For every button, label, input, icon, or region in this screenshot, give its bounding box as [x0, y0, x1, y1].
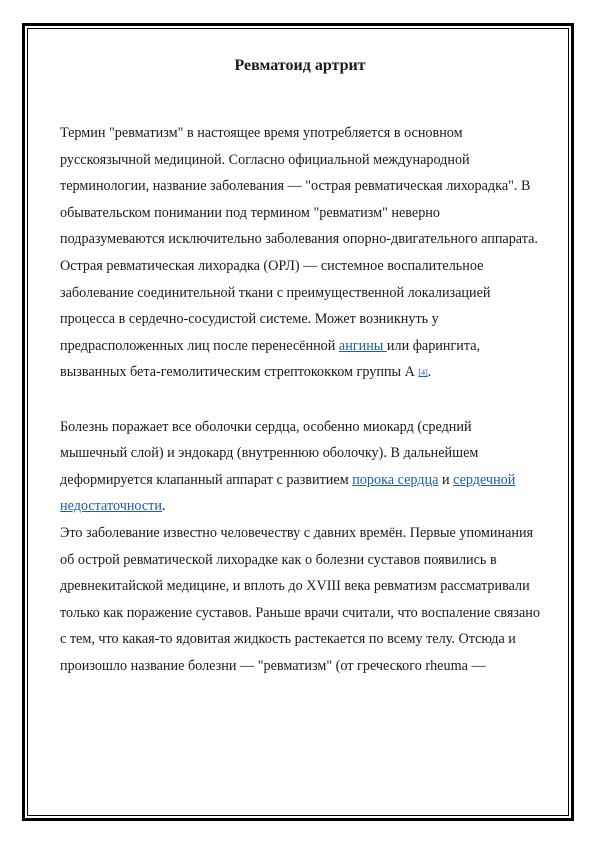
paragraph-heart-damage: [60, 414, 540, 520]
paragraph-rheumatism-term: [60, 120, 540, 253]
paragraph-text: Это заболевание известно человечеству с давних времён. Первые упоминания об острой ревматической лихорадке как о болезни суставов появились в древнекитайской медицине, и вплоть до XVIII века ревматизм рассматривали только как поражение суставов. Раньше врачи считали, что воспаление связано с тем, что какая-то ядовитая жидкость растекается по всему телу. Отсюда и произошло название болезни — "ревматизм" (от греческого rheuma —: [60, 524, 540, 674]
paragraph-spacer: [60, 387, 540, 414]
paragraph-text: и: [438, 471, 454, 488]
link-angina[interactable]: ангины: [338, 337, 387, 354]
link-heart-failure[interactable]: сердечной недостаточности: [60, 471, 516, 515]
document-body: [60, 56, 540, 679]
reference-link[interactable]: [4]: [418, 368, 428, 378]
paragraph-text: Термин "ревматизм" в настоящее время употребляется в основном русскоязычной медициной. Согласно официальной международной терминологии, название заболевания — "острая ревматическая лихорадка". В обывательском понимании под термином "ревматизм" неверно подразумеваются исключительно заболевания опорно-двигательного аппарата.: [60, 125, 538, 248]
paragraph-text: .: [161, 498, 166, 515]
paragraph-orl-definition: [60, 253, 540, 387]
paragraph-text: Острая ревматическая лихорадка (ОРЛ) — системное воспалительное заболевание соединительной ткани с преимущественной локализацией процесса в сердечно-сосудистой системе. Может возникнуть у предрасположенных лиц после перенесённой: [60, 257, 491, 354]
document-title: Ревматоид артрит: [234, 57, 366, 74]
paragraph-text: Болезнь поражает все оболочки сердца, особенно миокард (средний мышечный слой) и эндокард (внутреннюю оболочку). В дальнейшем деформируется клапанный аппарат с развитием: [60, 418, 479, 488]
paragraph-text: или фарингита, вызванных бета-гемолитическим стрептококком группы А: [60, 337, 481, 381]
paragraph-text: .: [427, 364, 432, 381]
link-heart-defect[interactable]: порока сердца: [352, 471, 439, 488]
paragraph-history: [60, 520, 540, 680]
